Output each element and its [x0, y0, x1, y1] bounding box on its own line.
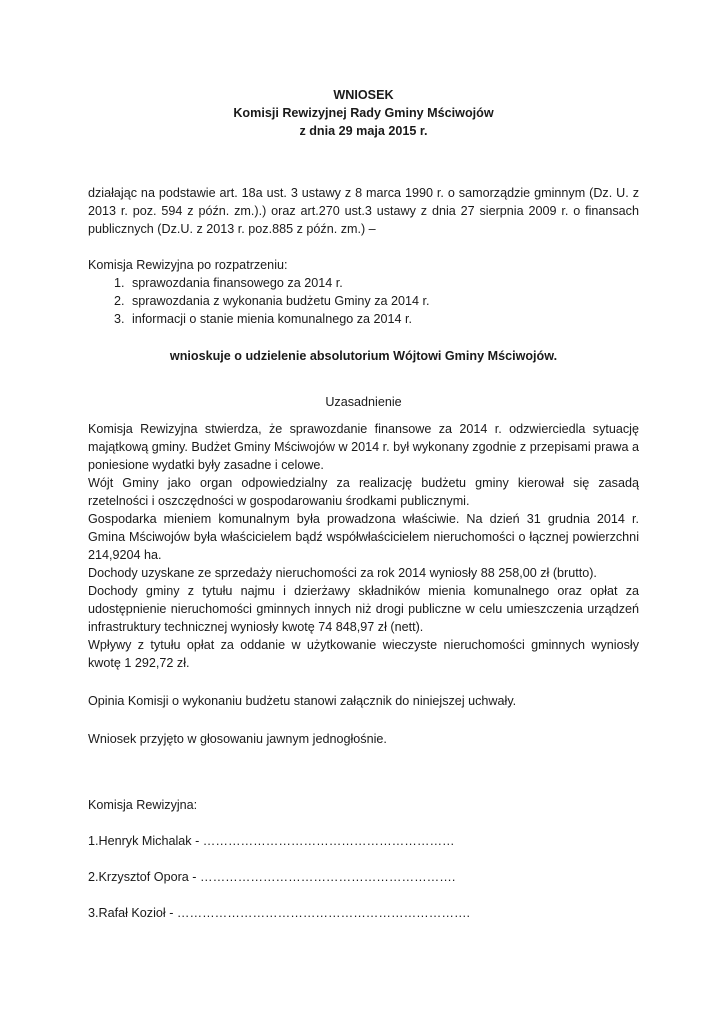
justification-paragraph: Dochody gminy z tytułu najmu i dzierżawy składników mienia komunalnego oraz opłat za udostępnienie nieruchomości gminnych innych niż drogi publiczne w celu umieszczenia urządzeń infrastruktury technicznej wyniosły kwotę 74 848,97 zł (nett).: [88, 584, 639, 634]
signature-line: 1.Henryk Michalak - ……………………………………………………: [88, 834, 455, 848]
vote-result: Wniosek przyjęto w głosowaniu jawnym jednogłośnie.: [88, 732, 387, 746]
review-item: 2. sprawozdania z wykonania budżetu Gminy za 2014 r.: [128, 292, 639, 310]
review-lead: Komisja Rewizyjna po rozpatrzeniu:: [88, 258, 288, 272]
justification-paragraph: Gospodarka mieniem komunalnym była prowadzona właściwie. Na dzień 31 grudnia 2014 r. Gmina Mściwojów była właścicielem bądź współwłaścicielem nieruchomości o łącznej powierzchni 214,9204 ha.: [88, 512, 639, 562]
review-item: 1. sprawozdania finansowego za 2014 r.: [128, 274, 639, 292]
justification-paragraph: Dochody uzyskane ze sprzedaży nieruchomości za rok 2014 wyniosły 88 258,00 zł (brutto).: [88, 566, 597, 580]
justification-heading: Uzasadnienie: [325, 395, 402, 409]
signature-line: 2.Krzysztof Opora - …………………………………………………….: [88, 870, 456, 884]
document-page: [88, 86, 639, 922]
justification-paragraph: Wójt Gminy jako organ odpowiedzialny za realizację budżetu gminy kierował się zasadą rzetelności i oszczędności w gospodarowaniu środkami publicznymi.: [88, 476, 639, 508]
review-list: [88, 274, 639, 328]
signatures-heading: Komisja Rewizyjna:: [88, 798, 198, 812]
document-subtitle: Komisji Rewizyjnej Rady Gminy Mściwojów: [233, 106, 494, 120]
opinion-note: Opinia Komisji o wykonaniu budżetu stanowi załącznik do niniejszej uchwały.: [88, 694, 517, 708]
document-title: WNIOSEK: [333, 88, 394, 102]
justification-paragraph: Wpływy z tytułu opłat za oddanie w użytkowanie wieczyste nieruchomości gminnych wyniosły kwotę 1 292,72 zł.: [88, 638, 639, 670]
legal-basis-paragraph: działając na podstawie art. 18a ust. 3 ustawy z 8 marca 1990 r. o samorządzie gminnym (Dz. U. z 2013 r. poz. 594 z późn. zm.).) oraz art.270 ust.3 ustawy z dnia 27 sierpnia 2009 r. o finansach publicznych (Dz.U. z 2013 r. poz.885 z późn. zm.) –: [88, 186, 639, 236]
justification-paragraph: Komisja Rewizyjna stwierdza, że sprawozdanie finansowe za 2014 r. odzwierciedla sytuację majątkową gminy. Budżet Gminy Mściwojów w 2014 r. był wykonany zgodnie z przepisami prawa a poniesione wydatki były zasadne i celowe.: [88, 422, 639, 472]
document-date: z dnia 29 maja 2015 r.: [299, 124, 428, 138]
justification-body: [88, 420, 639, 672]
motion-statement: wnioskuje o udzielenie absolutorium Wójtowi Gminy Mściwojów.: [169, 349, 558, 363]
review-item: 3. informacji o stanie mienia komunalnego za 2014 r.: [128, 310, 639, 328]
signature-line: 3.Rafał Kozioł - …………………………………………………………….: [88, 906, 471, 920]
document-header: [88, 86, 639, 140]
